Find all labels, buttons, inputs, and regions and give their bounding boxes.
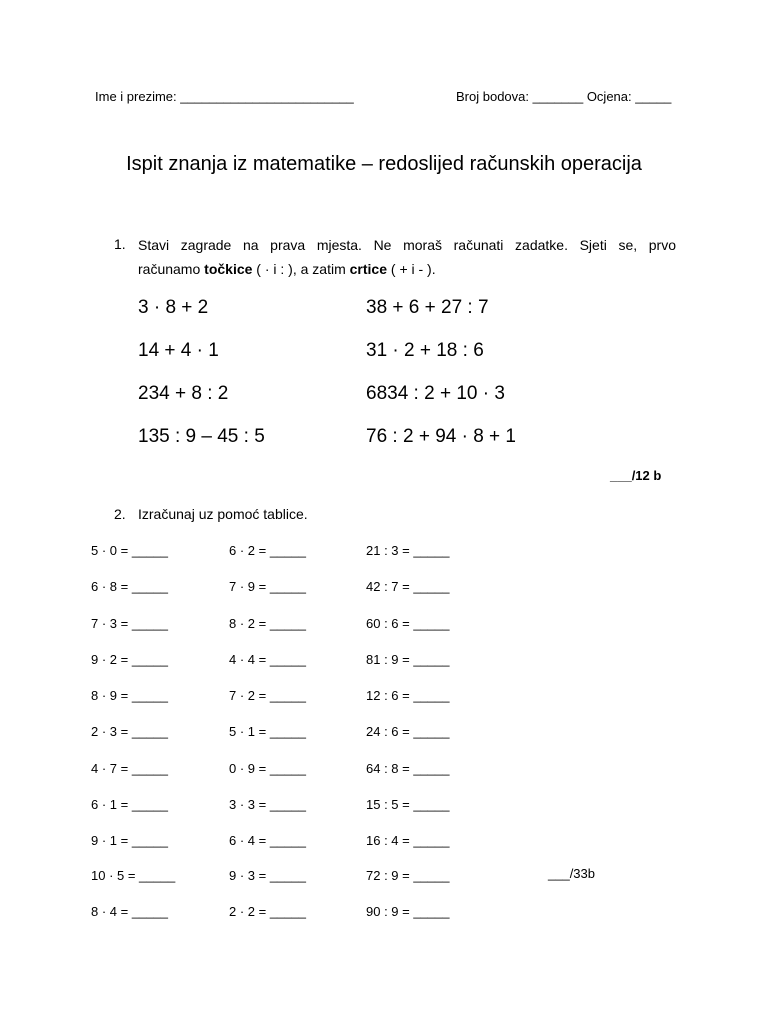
equation-col3-8: 15 : 5 = _____ (366, 797, 450, 812)
page-title: Ispit znanja iz matematike – redoslijed računskih operacija (126, 153, 642, 175)
expression-left-4: 135 : 9 – 45 : 5 (138, 426, 265, 447)
equation-col3-1: 21 : 3 = _____ (366, 543, 450, 558)
equation-col2-4: 4 · 4 = _____ (229, 652, 306, 667)
equation-col2-10: 9 · 3 = _____ (229, 868, 306, 883)
equation-col1-2: 6 · 8 = _____ (91, 579, 168, 594)
equation-col2-7: 0 · 9 = _____ (229, 761, 306, 776)
task1-bold-crtice: crtice (349, 261, 387, 277)
task1-line2-pre: računamo (138, 261, 205, 277)
task1-score: ___/12 b (610, 468, 662, 483)
equation-col2-6: 5 · 1 = _____ (229, 724, 306, 739)
equation-col3-4: 81 : 9 = _____ (366, 652, 450, 667)
points-grade-label: Broj bodova: _______ Ocjena: _____ (456, 89, 672, 104)
equation-col2-2: 7 · 9 = _____ (229, 579, 306, 594)
equation-col1-3: 7 · 3 = _____ (91, 616, 168, 631)
equation-col1-4: 9 · 2 = _____ (91, 652, 168, 667)
equation-col3-3: 60 : 6 = _____ (366, 616, 450, 631)
equation-col2-8: 3 · 3 = _____ (229, 797, 306, 812)
equation-col2-5: 7 · 2 = _____ (229, 688, 306, 703)
equation-col3-6: 24 : 6 = _____ (366, 724, 450, 739)
equation-col3-7: 64 : 8 = _____ (366, 761, 450, 776)
equation-col1-6: 2 · 3 = _____ (91, 724, 168, 739)
task1-instructions (138, 233, 676, 281)
task1-bold-tockice: točkice (204, 261, 253, 277)
equation-col1-9: 9 · 1 = _____ (91, 833, 168, 848)
equation-col2-1: 6 · 2 = _____ (229, 543, 306, 558)
expression-right-1: 38 + 6 + 27 : 7 (366, 297, 489, 318)
task1-line2 (138, 257, 676, 281)
name-field-label: Ime i prezime: ________________________ (95, 89, 354, 104)
equation-col3-10: 72 : 9 = _____ (366, 868, 450, 883)
equation-col1-10: 10 · 5 = _____ (91, 868, 176, 883)
task1-line1: Stavi zagrade na prava mjesta. Ne moraš računati zadatke. Sjeti se, prvo (138, 237, 676, 253)
equation-col3-2: 42 : 7 = _____ (366, 579, 450, 594)
task1-number: 1. (114, 236, 126, 252)
equation-col1-1: 5 · 0 = _____ (91, 543, 168, 558)
task2-number: 2. (114, 506, 126, 522)
expression-right-3: 6834 : 2 + 10 · 3 (366, 383, 505, 404)
task2-score: ___/33b (548, 866, 595, 881)
task1-line2-mid: ( · i : ), a zatim (252, 261, 350, 277)
equation-col1-5: 8 · 9 = _____ (91, 688, 168, 703)
equation-col2-9: 6 · 4 = _____ (229, 833, 306, 848)
task1-line2-post: ( + i - ). (387, 261, 436, 277)
equation-col3-9: 16 : 4 = _____ (366, 833, 450, 848)
equation-col3-5: 12 : 6 = _____ (366, 688, 450, 703)
equation-col2-11: 2 · 2 = _____ (229, 904, 306, 919)
task2-instructions: Izračunaj uz pomoć tablice. (138, 506, 308, 522)
expression-left-1: 3 · 8 + 2 (138, 297, 209, 318)
equation-col1-7: 4 · 7 = _____ (91, 761, 168, 776)
expression-right-4: 76 : 2 + 94 · 8 + 1 (366, 426, 516, 447)
expression-right-2: 31 · 2 + 18 : 6 (366, 340, 484, 361)
expression-left-3: 234 + 8 : 2 (138, 383, 229, 404)
equation-col2-3: 8 · 2 = _____ (229, 616, 306, 631)
equation-col3-11: 90 : 9 = _____ (366, 904, 450, 919)
equation-col1-11: 8 · 4 = _____ (91, 904, 168, 919)
equation-col1-8: 6 · 1 = _____ (91, 797, 168, 812)
expression-left-2: 14 + 4 · 1 (138, 340, 219, 361)
